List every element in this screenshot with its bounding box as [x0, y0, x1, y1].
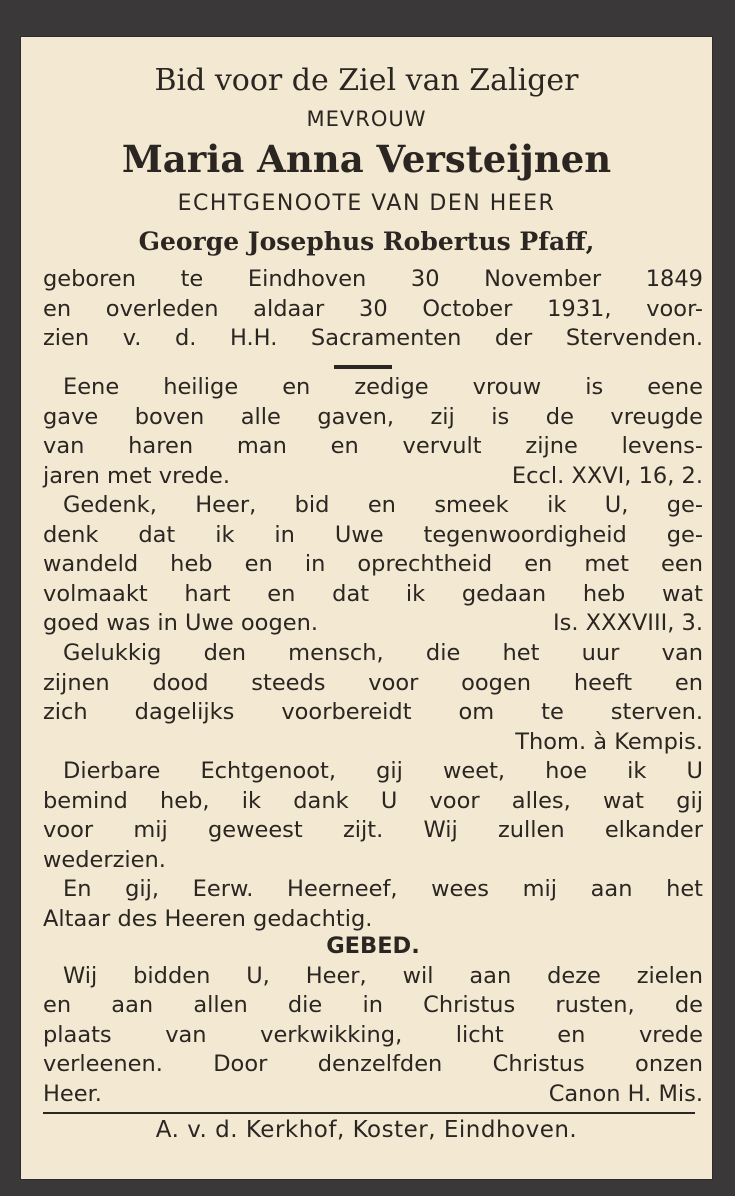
prayer-line: en aan allen die in Christus rusten, de: [43, 992, 703, 1019]
prayer-title: GEBED.: [326, 933, 420, 959]
verse-line: gave boven alle gaven, zij is de vreugde: [43, 403, 703, 430]
verse-line: En gij, Eerw. Heerneef, wees mij aan het: [63, 876, 703, 902]
prayer-line: verleenen. Door denzelfden Christus onzen: [43, 1051, 703, 1078]
header-line-1: Bid voor de Ziel van Zaliger: [154, 63, 579, 98]
verse-reference: Thom. à Kempis.: [515, 728, 703, 755]
verse-line: Dierbare Echtgenoot, gij weet, hoe ik U: [63, 758, 703, 784]
divider: [334, 365, 392, 369]
birth-line: zien v. d. H.H. Sacramenten der Stervenden.: [43, 325, 703, 352]
verse-last-line: jaren met vrede.: [43, 462, 230, 489]
birth-line: en overleden aldaar 30 October 1931, voor-: [43, 295, 703, 322]
verse-1: [43, 373, 703, 491]
verse-line: denk dat ik in Uwe tegenwoordigheid ge-: [43, 521, 703, 548]
verse-line: [43, 609, 703, 639]
birth-death-block: [43, 265, 703, 354]
prayer-reference: Canon H. Mis.: [548, 1080, 703, 1107]
verse-line: Gedenk, Heer, bid en smeek ik U, ge-: [63, 492, 703, 518]
prayer-line: plaats van verkwikking, licht en vrede: [43, 1021, 703, 1048]
header-spouse-intro: ECHTGENOOTE VAN DEN HEER: [177, 191, 556, 216]
deceased-name: Maria Anna Versteijnen: [121, 137, 612, 181]
verse-line: bemind heb, ik dank U voor alles, wat gij: [43, 787, 703, 814]
prayer-line: Wij bidden U, Heer, wil aan deze zielen: [63, 962, 703, 989]
verse-3: [43, 639, 703, 757]
verse-line: volmaakt hart en dat ik gedaan heb wat: [43, 580, 703, 607]
printer-credit: A. v. d. Kerkhof, Koster, Eindhoven.: [155, 1117, 578, 1143]
husband-name: George Josephus Robertus Pfaff,: [138, 227, 595, 256]
verse-5: [43, 875, 703, 934]
prayer-line: [43, 1080, 703, 1110]
prayer-block: [43, 932, 703, 1110]
verse-line: Eene heilige en zedige vrouw is eene: [63, 374, 703, 400]
verse-line: voor mij geweest zijt. Wij zullen elkander: [43, 817, 703, 844]
verse-last-line: wederzien.: [43, 846, 166, 873]
verse-line: [43, 462, 703, 492]
verse-line: zijnen dood steeds voor oogen heeft en: [43, 669, 703, 696]
verse-line: wandeld heb en in oprechtheid en met een: [43, 551, 703, 578]
footer-divider: [43, 1112, 695, 1114]
header-mevrouw: MEVROUW: [306, 107, 427, 131]
prayer-last-line: Heer.: [43, 1080, 102, 1107]
prayer-card: [20, 36, 713, 1180]
verse-4: [43, 757, 703, 875]
birth-line: geboren te Eindhoven 30 November 1849: [43, 266, 703, 292]
verse-line: van haren man en vervult zijne levens-: [43, 433, 703, 460]
verse-last-line: Altaar des Heeren gedachtig.: [43, 905, 373, 932]
verse-line: zich dagelijks voorbereidt om te sterven.: [43, 699, 703, 726]
verse-2: [43, 491, 703, 639]
verse-reference: Eccl. XXVI, 16, 2.: [511, 462, 703, 489]
verse-last-line: goed was in Uwe oogen.: [43, 610, 318, 637]
verse-line: Gelukkig den mensch, die het uur van: [63, 640, 703, 666]
verse-reference: Is. XXXVIII, 3.: [553, 610, 703, 637]
